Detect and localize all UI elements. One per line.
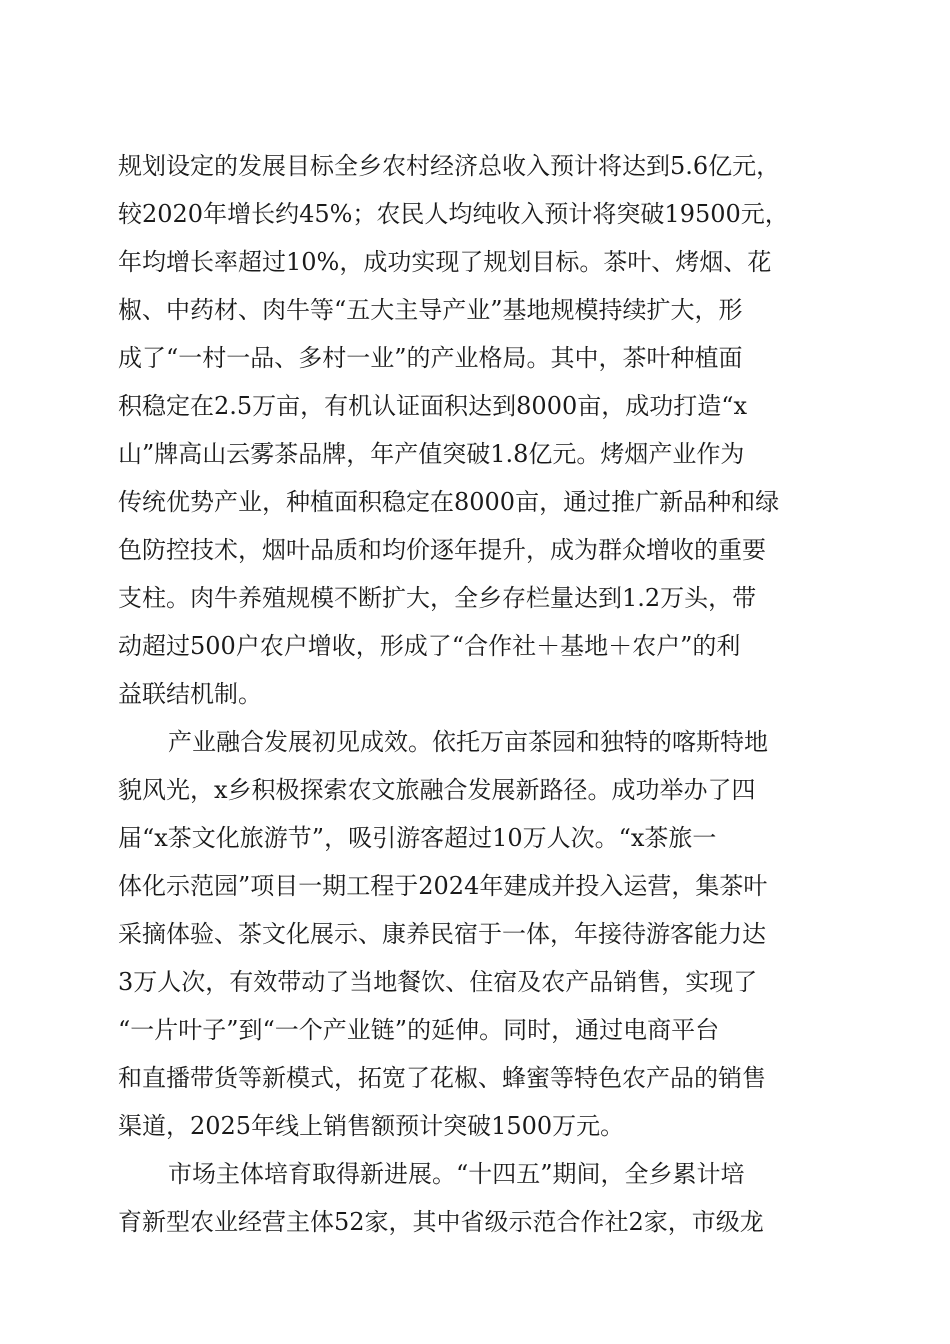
text-line: 山”牌高山云雾茶品牌，年产值突破1.8亿元。烤烟产业作为 [118,440,745,468]
text-line: 成了“一村一品、多村一业”的产业格局。其中，茶叶种植面 [118,344,743,372]
text-line: 貌风光，x乡积极探索农文旅融合发展新路径。成功举办了四 [118,776,756,804]
text-line: 支柱。肉牛养殖规模不断扩大，全乡存栏量达到1.2万头，带 [118,584,757,612]
text-line: 益联结机制。 [118,680,262,708]
paragraph-start-line: 市场主体培育取得新进展。“十四五”期间，全乡累计培 [168,1160,745,1188]
text-line: 动超过500户农户增收，形成了“合作社＋基地＋农户”的利 [118,632,741,660]
text-line: 3万人次，有效带动了当地餐饮、住宿及农产品销售，实现了 [118,968,758,996]
text-line: 积稳定在2.5万亩，有机认证面积达到8000亩，成功打造“x [118,392,748,420]
text-line: 育新型农业经营主体52家，其中省级示范合作社2家，市级龙 [118,1208,764,1236]
paragraph-start-line: 产业融合发展初见成效。依托万亩茶园和独特的喀斯特地 [168,728,768,756]
text-line: 传统优势产业，种植面积稳定在8000亩，通过推广新品种和绿 [118,488,780,516]
text-line: 届“x茶文化旅游节”，吸引游客超过10万人次。“x茶旅一 [118,824,717,852]
text-line: 体化示范园”项目一期工程于2024年建成并投入运营，集茶叶 [118,872,768,900]
text-line: 年均增长率超过10%，成功实现了规划目标。茶叶、烤烟、花 [118,248,772,276]
text-line: “一片叶子”到“一个产业链”的延伸。同时，通过电商平台 [118,1016,720,1044]
text-line: 渠道，2025年线上销售额预计突破1500万元。 [118,1112,625,1140]
text-line: 较2020年增长约45%；农民人均纯收入预计将突破19500元， [118,200,789,228]
text-line: 采摘体验、茶文化展示、康养民宿于一体，年接待游客能力达 [118,920,766,948]
text-line: 色防控技术，烟叶品质和均价逐年提升，成为群众增收的重要 [118,536,766,564]
text-line: 和直播带货等新模式，拓宽了花椒、蜂蜜等特色农产品的销售 [118,1064,766,1092]
text-line: 椒、中药材、肉牛等“五大主导产业”基地规模持续扩大，形 [118,296,743,324]
text-line: 规划设定的发展目标全乡农村经济总收入预计将达到5.6亿元， [118,152,781,180]
